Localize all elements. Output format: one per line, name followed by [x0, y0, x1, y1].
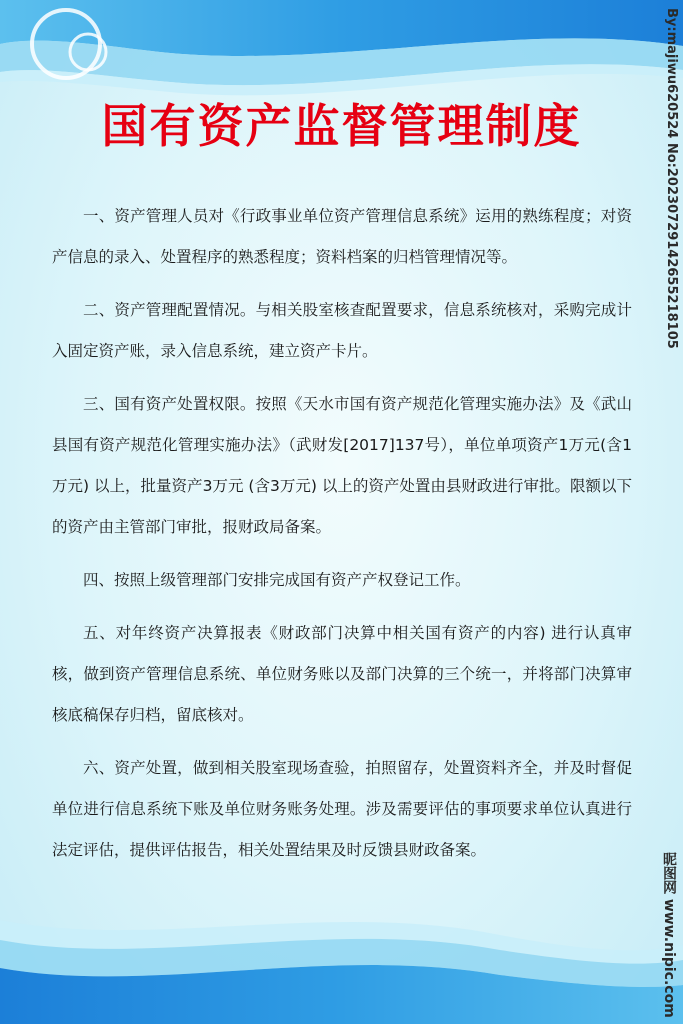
paragraph-3: 三、国有资产处置权限。按照《天水市国有资产规范化管理实施办法》及《武山县国有资产规范化管理实施办法》（武财发[2017]137号），单位单项资产1万元(含1万元) 以上，批量资产3万元 (含3万元) 以上的资产处置由县财政进行审批。限额以下的资产由主管部门审批，报财政局备案。 [52, 395, 632, 536]
paragraph-2: 二、资产管理配置情况。与相关股室核查配置要求，信息系统核对，采购完成计入固定资产账，录入信息系统，建立资产卡片。 [52, 301, 632, 360]
paragraph-4: 四、按照上级管理部门安排完成国有资产产权登记工作。 [83, 571, 471, 589]
page-title: 国有资产监督管理制度 [101, 99, 582, 153]
paragraph-5: 五、对年终资产决算报表《财政部门决算中相关国有资产的内容) 进行认真审核，做到资产管理信息系统、单位财务账以及部门决算的三个统一，并将部门决算审核底稿保存归档，留底核对。 [52, 624, 632, 724]
paragraph-6: 六、资产处置，做到相关股室现场查验，拍照留存，处置资料齐全，并及时督促单位进行信息系统下账及单位财务账务处理。涉及需要评估的事项要求单位认真进行法定评估，提供评估报告，相关处置结果及时反馈县财政备案。 [52, 759, 632, 859]
side-id-watermark: By:majiwu620524 No:20230729142655218105 [664, 8, 679, 349]
brand-watermark: 昵图网 www.nipic.com [661, 852, 677, 1018]
paragraph-1: 一、资产管理人员对《行政事业单位资产管理信息系统》运用的熟练程度；对资产信息的录入、处置程序的熟悉程度；资料档案的归档管理情况等。 [52, 207, 632, 266]
regulation-body [52, 196, 632, 883]
